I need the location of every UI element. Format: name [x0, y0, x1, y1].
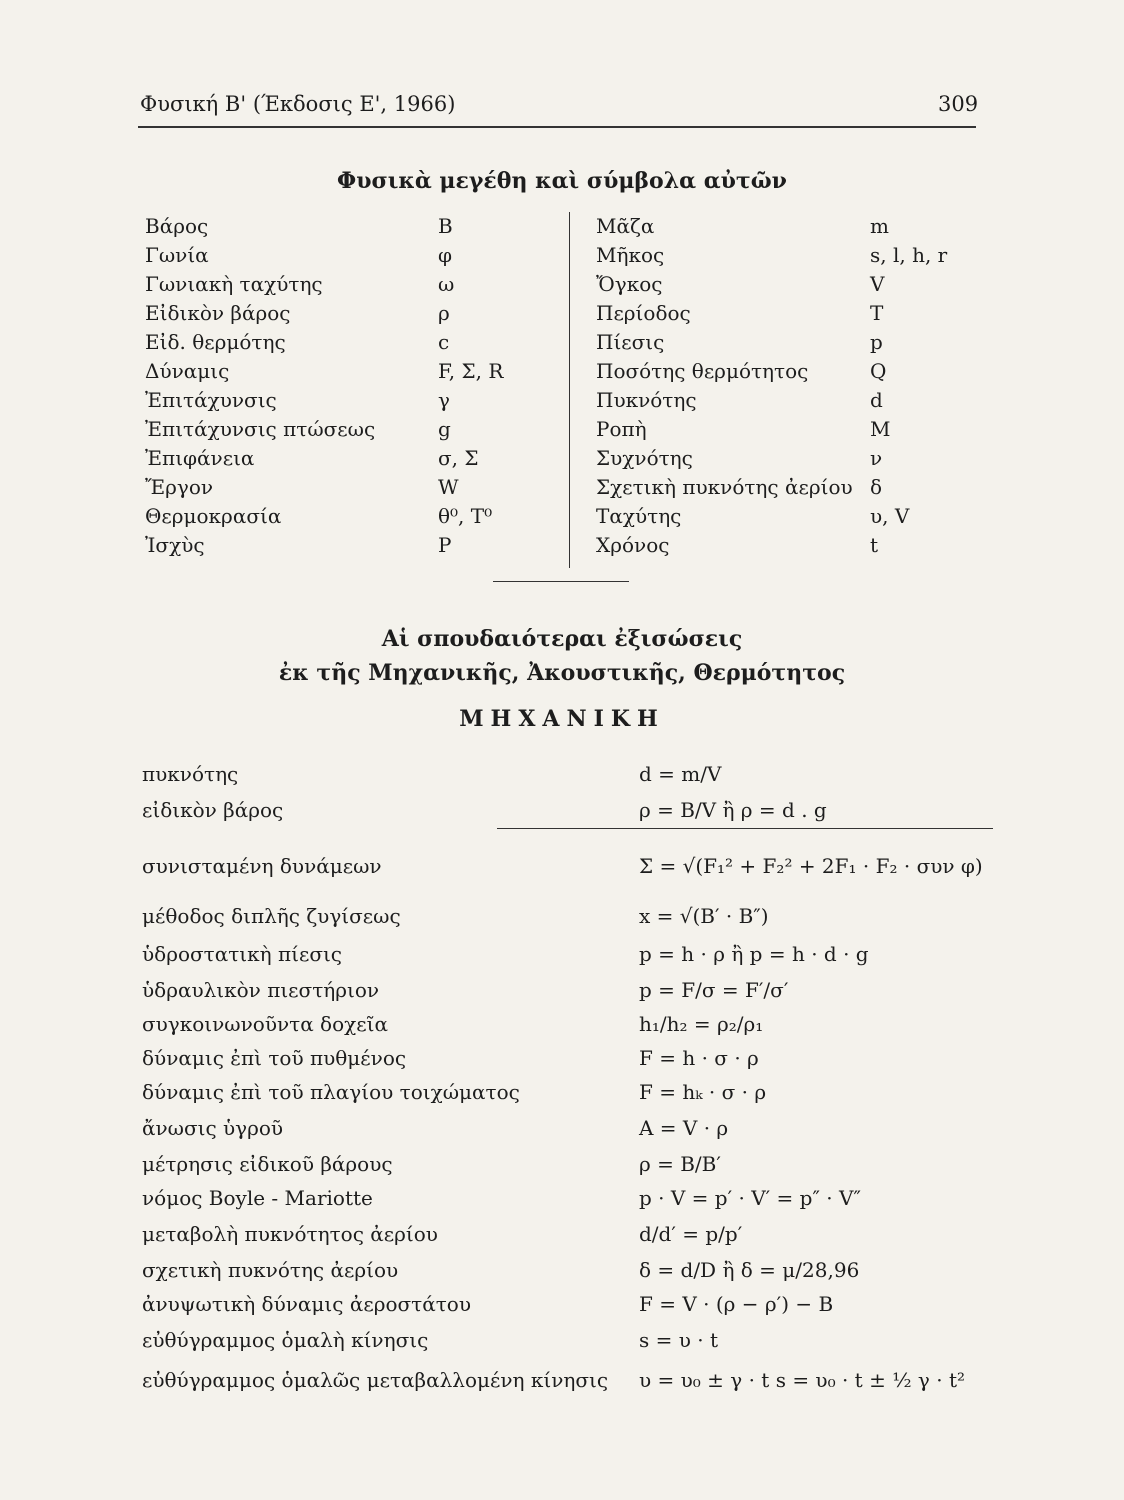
- equation-formula: ρ = B/V ἢ ρ = d . g: [639, 798, 827, 822]
- symbol-row: [596, 299, 976, 328]
- quantity-name: Ἰσχὺς: [145, 533, 205, 557]
- quantity-name: Πυκνότης: [596, 388, 697, 412]
- quantity-symbol: ρ: [438, 301, 450, 325]
- symbol-row: [596, 444, 976, 473]
- equation-formula: ρ = B/B′: [639, 1152, 721, 1176]
- symbol-row: [596, 502, 976, 531]
- equation-formula: F = V · (ρ − ρ′) − B: [639, 1292, 834, 1316]
- quantity-name: Μῆκος: [596, 243, 665, 267]
- quantity-symbol: F, Σ, R: [438, 359, 504, 383]
- symbol-row: [145, 502, 565, 531]
- equations-section-subtitle: ἐκ τῆς Μηχανικῆς, Ἀκουστικῆς, Θερμότητος: [278, 660, 846, 686]
- quantity-symbol: θ⁰, T⁰: [438, 504, 493, 528]
- equation-name: σχετικὴ πυκνότης ἀερίου: [142, 1258, 399, 1282]
- quantity-symbol: m: [870, 214, 889, 238]
- symbol-row: [145, 241, 565, 270]
- equation-name: ὑδραυλικὸν πιεστήριον: [142, 978, 380, 1002]
- symbol-row: [145, 386, 565, 415]
- equation-formula: h₁/h₂ = ρ₂/ρ₁: [639, 1012, 764, 1036]
- symbol-row: [145, 415, 565, 444]
- mechanics-heading: ΜΗΧΑΝΙΚΗ: [459, 706, 665, 732]
- quantity-name: Γωνιακὴ ταχύτης: [145, 272, 323, 296]
- quantity-name: Χρόνος: [596, 533, 670, 557]
- quantity-symbol: s, l, h, r: [870, 243, 948, 267]
- quantity-name: Ἐπιφάνεια: [145, 446, 255, 470]
- quantity-name: Εἰδικὸν βάρος: [145, 301, 291, 325]
- quantity-symbol: p: [870, 330, 883, 354]
- quantity-symbol: Β: [438, 214, 453, 238]
- quantity-symbol: υ, V: [870, 504, 910, 528]
- equation-formula: x = √(B′ · B″): [639, 904, 769, 928]
- quantity-name: Μᾶζα: [596, 214, 655, 238]
- equation-name: εὐθύγραμμος ὁμαλῶς μεταβαλλομένη κίνησις: [142, 1368, 609, 1392]
- quantity-name: Περίοδος: [596, 301, 691, 325]
- symbol-row: [596, 415, 976, 444]
- quantity-name: Γωνία: [145, 243, 209, 267]
- symbol-row: [145, 444, 565, 473]
- symbol-row: [596, 212, 976, 241]
- symbol-row: [145, 299, 565, 328]
- equation-formula: F = h · σ · ρ: [639, 1046, 759, 1070]
- symbol-row: [145, 270, 565, 299]
- quantity-name: Ταχύτης: [596, 504, 682, 528]
- equation-name: συνισταμένη δυνάμεων: [142, 854, 382, 878]
- quantity-symbol: δ: [870, 475, 883, 499]
- equation-formula: Σ = √(F₁² + F₂² + 2F₁ · F₂ · συν φ): [639, 854, 983, 878]
- quantity-name: Εἰδ. θερμότης: [145, 330, 286, 354]
- quantity-symbol: t: [870, 533, 879, 557]
- symbol-row: [145, 212, 565, 241]
- equation-formula: p · V = p′ · V′ = p″ · V″: [639, 1186, 861, 1210]
- section-separator: [493, 581, 629, 582]
- quantity-symbol: V: [870, 272, 885, 296]
- quantity-symbol: M: [870, 417, 891, 441]
- quantity-symbol: g: [438, 417, 451, 441]
- equation-formula: d/d′ = p/p′: [639, 1222, 743, 1246]
- equation-formula: υ = υ₀ ± γ · t s = υ₀ · t ± ½ γ · t²: [639, 1368, 966, 1392]
- quantity-symbol: T: [870, 301, 884, 325]
- symbol-row: [145, 473, 565, 502]
- header-rule: [138, 126, 976, 128]
- equation-name: εἰδικὸν βάρος: [142, 798, 284, 822]
- symbol-row: [596, 270, 976, 299]
- equation-formula: δ = d/D ἢ δ = μ/28,96: [639, 1258, 860, 1282]
- equation-name: εὐθύγραμμος ὁμαλὴ κίνησις: [142, 1328, 429, 1352]
- symbols-section-title: Φυσικὰ μεγέθη καὶ σύμβολα αὐτῶν: [337, 168, 787, 194]
- radical-overline: [497, 828, 993, 829]
- equation-name: δύναμις ἐπὶ τοῦ πυθμένος: [142, 1046, 407, 1070]
- column-divider: [569, 212, 570, 568]
- symbol-row: [596, 328, 976, 357]
- quantity-symbol: σ, Σ: [438, 446, 479, 470]
- quantity-name: Ὄγκος: [596, 272, 663, 296]
- quantity-name: Ροπὴ: [596, 417, 647, 441]
- quantity-name: Ἐπιτάχυνσις: [145, 388, 277, 412]
- equation-formula: p = F/σ = F′/σ′: [639, 978, 789, 1002]
- quantity-name: Σχετικὴ πυκνότης ἀερίου: [596, 475, 853, 499]
- symbol-row: [596, 241, 976, 270]
- equation-name: ἄνωσις ὑγροῦ: [142, 1116, 284, 1140]
- quantity-symbol: ω: [438, 272, 455, 296]
- quantity-name: Βάρος: [145, 214, 209, 238]
- equation-formula: p = h · ρ ἢ p = h · d · g: [639, 942, 869, 966]
- equation-name: πυκνότης: [142, 762, 239, 786]
- quantity-name: Ἐπιτάχυνσις πτώσεως: [145, 417, 376, 441]
- equation-name: δύναμις ἐπὶ τοῦ πλαγίου τοιχώματος: [142, 1080, 520, 1104]
- symbol-row: [145, 328, 565, 357]
- quantity-symbol: γ: [438, 388, 450, 412]
- quantity-name: Ποσότης θερμότητος: [596, 359, 809, 383]
- equations-section-title: Αἱ σπουδαιότεραι ἐξισώσεις: [381, 626, 743, 652]
- symbol-row: [596, 531, 976, 560]
- equation-name: νόμος Boyle - Mariotte: [142, 1186, 373, 1210]
- quantity-symbol: Q: [870, 359, 887, 383]
- quantity-name: Πίεσις: [596, 330, 665, 354]
- equation-name: συγκοινωνοῦντα δοχεῖα: [142, 1012, 388, 1036]
- equation-name: μεταβολὴ πυκνότητος ἀερίου: [142, 1222, 438, 1246]
- symbol-row: [596, 473, 976, 502]
- quantity-symbol: φ: [438, 243, 453, 267]
- quantity-name: Θερμοκρασία: [145, 504, 282, 528]
- quantity-symbol: ν: [870, 446, 883, 470]
- page-number: 309: [938, 92, 979, 116]
- symbol-row: [596, 357, 976, 386]
- equation-formula: F = hₖ · σ · ρ: [639, 1080, 767, 1104]
- quantity-symbol: P: [438, 533, 452, 557]
- equation-name: μέτρησις εἰδικοῦ βάρους: [142, 1152, 393, 1176]
- equation-name: μέθοδος διπλῆς ζυγίσεως: [142, 904, 401, 928]
- quantity-symbol: d: [870, 388, 883, 412]
- quantity-symbol: c: [438, 330, 450, 354]
- running-head: Φυσική Β' (Έκδοσις Ε', 1966): [140, 92, 456, 116]
- equation-formula: s = υ · t: [639, 1328, 719, 1352]
- quantity-name: Συχνότης: [596, 446, 693, 470]
- symbol-row: [596, 386, 976, 415]
- symbol-row: [145, 357, 565, 386]
- equation-formula: d = m/V: [639, 762, 722, 786]
- symbols-left-column: [145, 212, 565, 560]
- quantity-name: Ἔργον: [145, 475, 214, 499]
- quantity-symbol: W: [438, 475, 459, 499]
- symbol-row: [145, 531, 565, 560]
- symbols-right-column: [596, 212, 976, 560]
- equation-name: ὑδροστατικὴ πίεσις: [142, 942, 343, 966]
- equation-name: ἀνυψωτικὴ δύναμις ἀεροστάτου: [142, 1292, 471, 1316]
- quantity-name: Δύναμις: [145, 359, 230, 383]
- equation-formula: A = V · ρ: [639, 1116, 729, 1140]
